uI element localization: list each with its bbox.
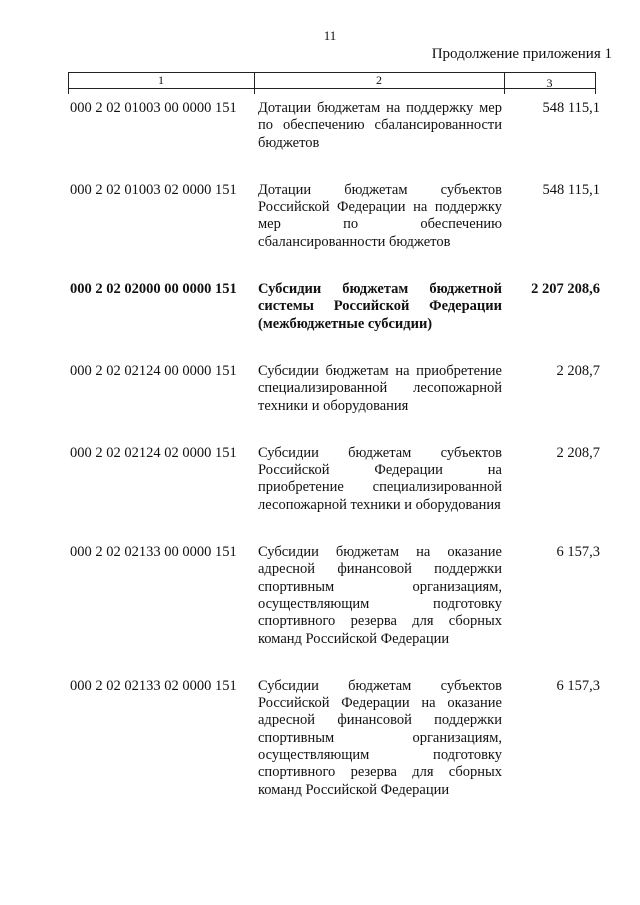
amount-cell: 2 207 208,6 [531, 281, 600, 298]
amount-cell: 548 115,1 [542, 181, 600, 198]
budget-code-cell: 000 2 02 01003 00 0000 151 [70, 100, 237, 116]
budget-code-cell: 000 2 02 02133 02 0000 151 [70, 677, 237, 694]
table-row [70, 678, 600, 829]
budget-code-cell: 000 2 02 02133 00 0000 151 [70, 544, 237, 561]
table-header [68, 72, 596, 92]
description-cell: Субсидии бюджетам субъектов Российской Федерации на приобретение специализированной лесопожарной техники и оборудования [258, 444, 502, 513]
appendix-continuation-label: Продолжение приложения 1 [431, 46, 612, 62]
budget-code-cell: 000 2 02 02124 02 0000 151 [70, 444, 237, 461]
table-row [70, 544, 600, 678]
header-col-1: 1 [158, 73, 164, 87]
header-col-3: 3 [546, 76, 553, 90]
revenue-table [70, 100, 600, 829]
description-cell: Субсидии бюджетам на оказание адресной финансовой поддержки спортивным организациям, осуществляющим подготовку спортивного резерва для сборных команд Российской Федерации [258, 544, 502, 647]
table-row [70, 100, 600, 182]
amount-cell: 2 208,7 [556, 444, 600, 461]
budget-code-cell: 000 2 02 02000 00 0000 151 [70, 281, 237, 298]
header-col-2: 2 [376, 73, 382, 87]
table-row [70, 182, 600, 281]
description-cell: Субсидии бюджетам субъектов Российской Федерации на оказание адресной финансовой поддержки спортивным организациям, осуществляющим подготовку спортивного резерва для сборных команд Российской Федерации [258, 677, 502, 798]
amount-cell: 6 157,3 [556, 544, 600, 561]
description-cell: Субсидии бюджетам на приобретение специализированной лесопожарной техники и оборудования [258, 362, 502, 414]
description-cell: Дотации бюджетам субъектов Российской Федерации на поддержку мер по обеспечению сбалансированности бюджетов [258, 181, 502, 250]
table-row [70, 281, 600, 363]
amount-cell: 548 115,1 [542, 100, 600, 116]
description-cell: Дотации бюджетам на поддержку мер по обеспечению сбалансированности бюджетов [258, 100, 502, 151]
budget-code-cell: 000 2 02 02124 00 0000 151 [70, 362, 237, 379]
page-number: 11 [323, 28, 337, 43]
amount-cell: 6 157,3 [556, 677, 600, 694]
table-row [70, 363, 600, 445]
amount-cell: 2 208,7 [556, 362, 600, 379]
table-row [70, 445, 600, 544]
budget-code-cell: 000 2 02 01003 02 0000 151 [70, 181, 237, 198]
header-divider [595, 72, 596, 94]
description-cell: Субсидии бюджетам бюджетной системы Российской Федерации (межбюджетные субсидии) [258, 281, 502, 332]
